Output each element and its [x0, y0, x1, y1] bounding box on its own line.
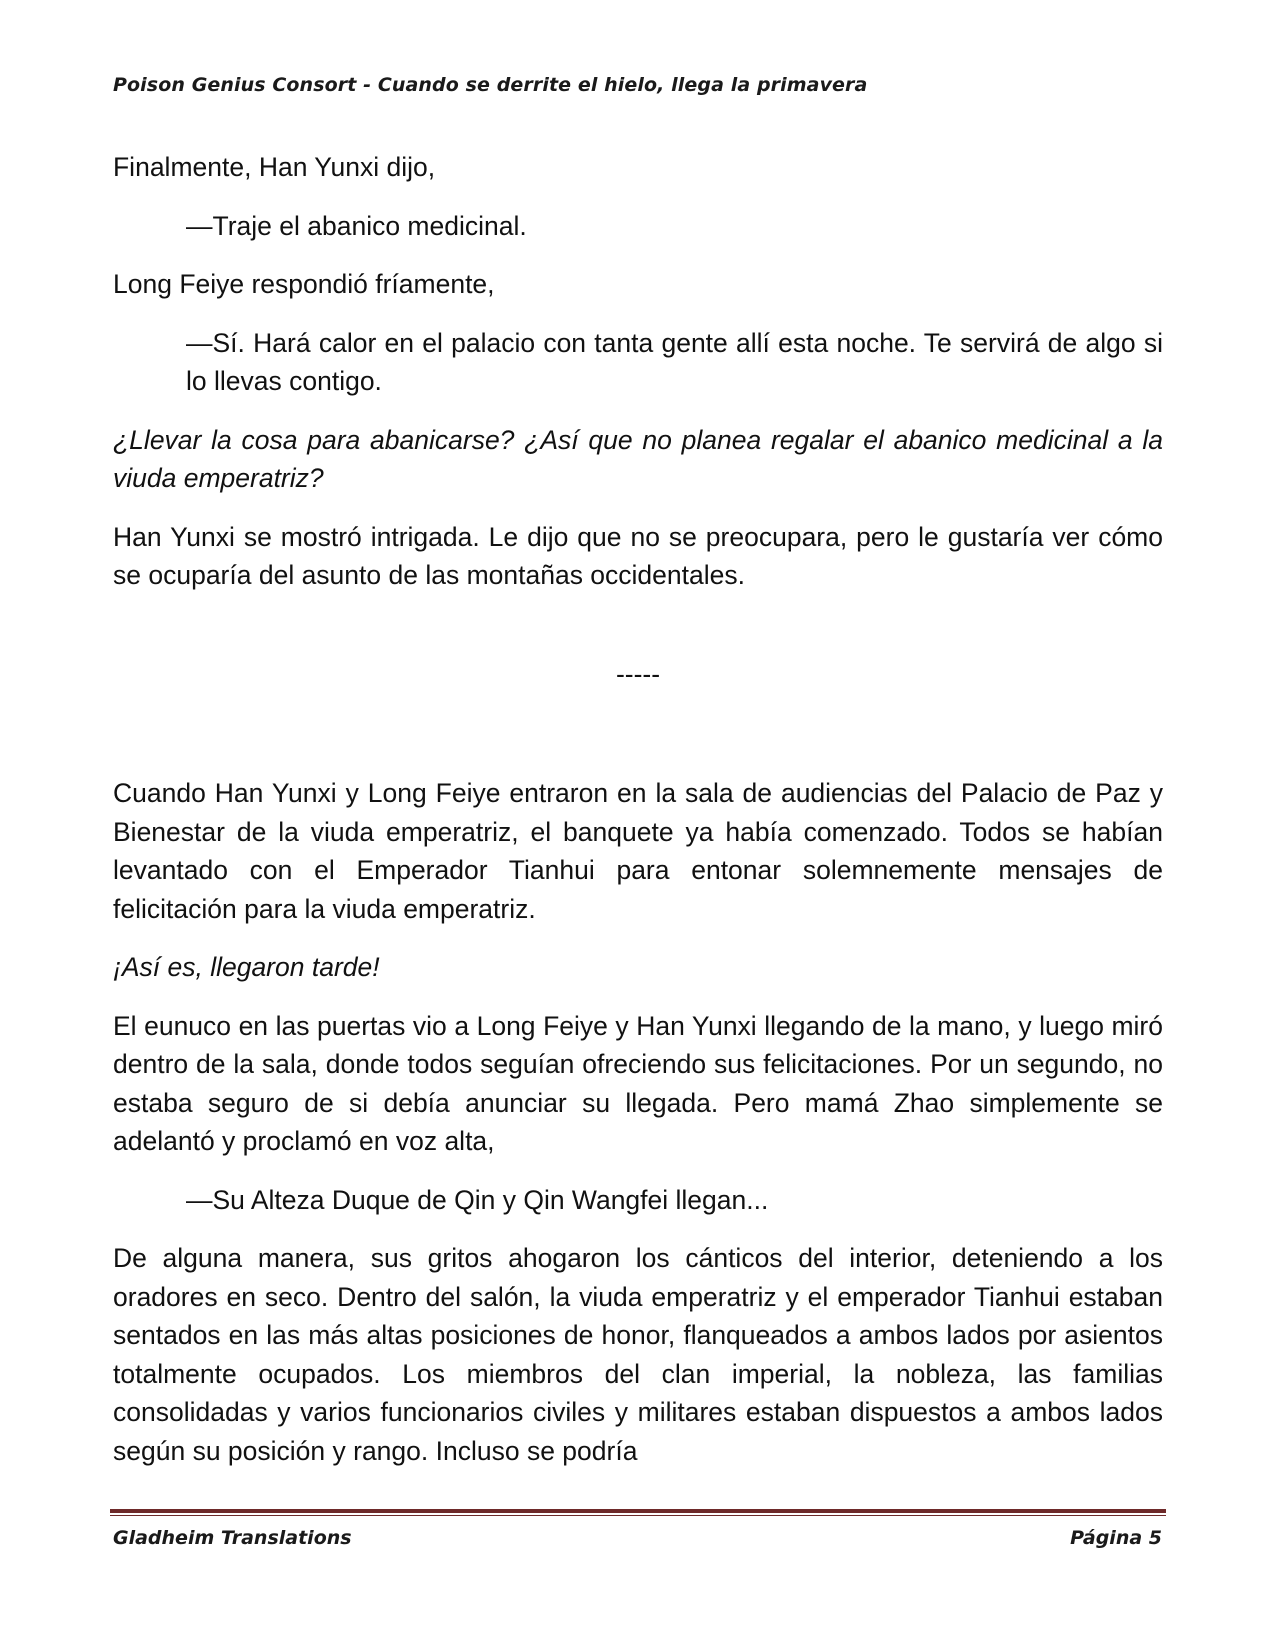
paragraph: Han Yunxi se mostró intrigada. Le dijo que no se preocupara, pero le gustaría ver cómo se ocuparía del asunto de las montañas occidentales.	[113, 521, 1163, 590]
paragraph: Cuando Han Yunxi y Long Feiye entraron en la sala de audiencias del Palacio de Paz y Bienestar de la viuda emperatriz, el banquete ya había comenzado. Todos se habían levantado con el Emperador Tianhui para entonar solemnemente mensajes de felicitación para la viuda emperatriz.	[113, 778, 1163, 924]
inner-thought: ¡Así es, llegaron tarde!	[113, 952, 380, 982]
paragraph: Finalmente, Han Yunxi dijo,	[113, 152, 436, 182]
body-text	[113, 148, 1163, 1490]
paragraph: De alguna manera, sus gritos ahogaron los cánticos del interior, deteniendo a los oradores en seco. Dentro del salón, la viuda emperatriz y el emperador Tianhui estaban sentados en las más altas posiciones de honor, flanqueados a ambos lados por asientos totalmente ocupados. Los miembros del clan imperial, la nobleza, las familias consolidadas y varios funcionarios civiles y militares estaban dispuestos a ambos lados según su posición y rango. Incluso se podría	[113, 1243, 1163, 1466]
footer-rule-thin	[110, 1515, 1166, 1516]
inner-thought: ¿Llevar la cosa para abanicarse? ¿Así que no planea regalar el abanico medicinal a la viuda emperatriz?	[113, 424, 1163, 493]
footer-publisher: Gladheim Translations	[113, 1527, 352, 1549]
page-number: Página 5	[1070, 1527, 1162, 1549]
running-header: Poison Genius Consort - Cuando se derrite el hielo, llega la primavera	[113, 74, 868, 96]
dialogue-line: —Traje el abanico medicinal.	[186, 210, 527, 241]
footer-rule	[110, 1509, 1166, 1513]
dialogue-line: —Su Alteza Duque de Qin y Qin Wangfei llegan...	[186, 1184, 769, 1215]
dialogue-line: —Sí. Hará calor en el palacio con tanta gente allí esta noche. Te servirá de algo si lo llevas contigo.	[186, 327, 1163, 396]
paragraph: Long Feiye respondió fríamente,	[113, 269, 495, 299]
paragraph: El eunuco en las puertas vio a Long Feiye y Han Yunxi llegando de la mano, y luego miró dentro de la sala, donde todos seguían ofreciendo sus felicitaciones. Por un segundo, no estaba seguro de si debía anunciar su llegada. Pero mamá Zhao simplemente se adelantó y proclamó en voz alta,	[113, 1010, 1163, 1156]
scene-separator: -----	[615, 658, 661, 689]
